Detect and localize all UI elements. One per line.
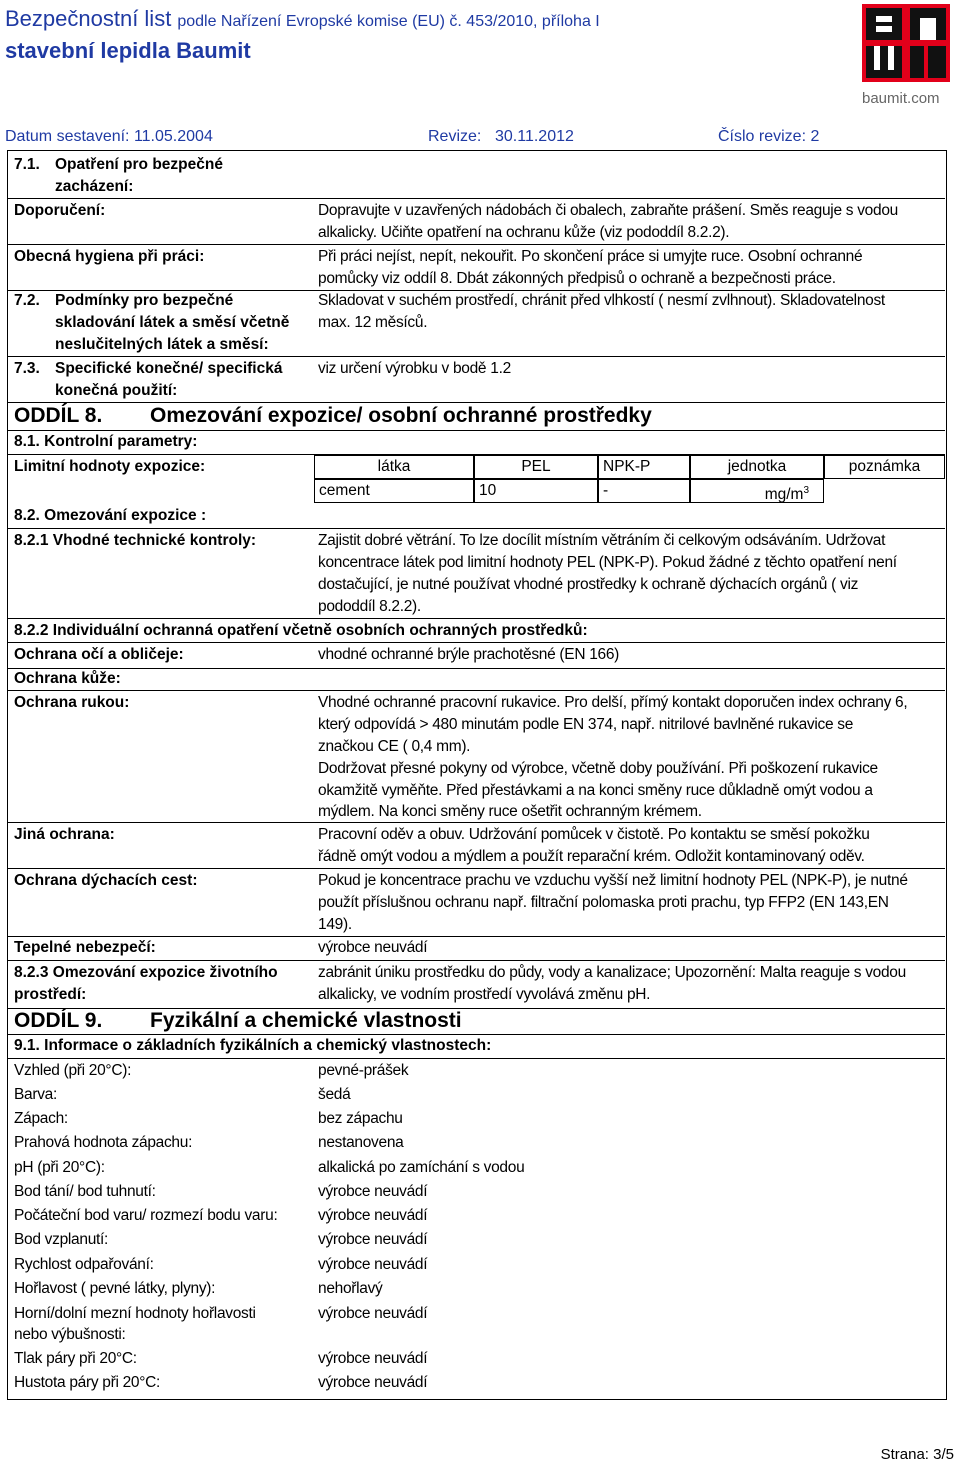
document-title: Bezpečnostní list podle Nařízení Evropské komise (EU) č. 453/2010, příloha I bbox=[5, 6, 600, 31]
table-header: jednotka bbox=[690, 455, 824, 479]
thermal-hazard-label: Tepelné nebezpečí: bbox=[14, 939, 156, 956]
section-9-1-title: 9.1. Informace o základních fyzikálních a chemický vlastnostech: bbox=[14, 1037, 492, 1054]
section-7-2-title: Podmínky pro bezpečné bbox=[55, 292, 234, 309]
row-divider bbox=[7, 356, 945, 357]
storage-line: Skladovat v suchém prostředí, chránit před vlhkostí ( nesmí zvlhnout). Skladovatelnost bbox=[318, 292, 885, 309]
property-label: Bod vzplanutí: bbox=[14, 1231, 109, 1248]
section-7-1-title-cont: zacházení: bbox=[55, 178, 134, 195]
technical-controls-line: dostačující, je nutné používat vhodné prostředky k ochraně dýchacích orgánů ( viz bbox=[318, 576, 859, 593]
product-name: stavební lepidla Baumit bbox=[5, 38, 251, 63]
document-subtitle: podle Nařízení Evropské komise (EU) č. 453/2010, příloha I bbox=[177, 13, 600, 30]
technical-controls-line: koncentrace látek pod limitní hodnoty PEL (NPK-P). Pokud žádné z těchto opatření není bbox=[318, 554, 897, 571]
hand-protection-line: značkou CE ( 0,4 mm). bbox=[318, 738, 471, 755]
environmental-exposure-label-cont: prostředí: bbox=[14, 986, 87, 1003]
section-8-1-title: 8.1. Kontrolní parametry: bbox=[14, 433, 198, 450]
property-value: výrobce neuvádí bbox=[318, 1183, 428, 1200]
row-divider bbox=[7, 1058, 945, 1059]
section-7-2-number: 7.2. bbox=[14, 292, 40, 309]
technical-controls-label: 8.2.1 Vhodné technické kontroly: bbox=[14, 532, 257, 549]
respiratory-protection-label: Ochrana dýchacích cest: bbox=[14, 872, 198, 889]
table-cell: cement bbox=[314, 479, 474, 503]
property-value: pevné-prášek bbox=[318, 1062, 409, 1079]
section-7-2-title-cont: neslučitelných látek a směsí: bbox=[55, 336, 269, 353]
property-value: šedá bbox=[318, 1086, 351, 1103]
section-8-number: ODDÍL 8. bbox=[14, 404, 103, 427]
skin-protection-label: Ochrana kůže: bbox=[14, 670, 121, 687]
storage-line: max. 12 měsíců. bbox=[318, 314, 428, 331]
hand-protection-line: Vhodné ochranné pracovní rukavice. Pro delší, přímý kontakt doporučen index ochrany 6, bbox=[318, 694, 908, 711]
recommendation-line: Dopravujte v uzavřených nádobách či obalech, zabraňte prášení. Směs reaguje s vodou bbox=[318, 202, 898, 219]
table-header: látka bbox=[314, 455, 474, 479]
section-9-heading: Fyzikální a chemické vlastnosti bbox=[150, 1009, 462, 1032]
revision-date: 30.11.2012 bbox=[495, 128, 574, 145]
row-divider bbox=[7, 198, 945, 199]
section-7-1-title: Opatření pro bezpečné bbox=[55, 156, 223, 173]
table-cell: $mg/m^3$ bbox=[690, 479, 824, 503]
property-label: Barva: bbox=[14, 1086, 57, 1103]
property-value: výrobce neuvádí bbox=[318, 1207, 428, 1224]
section-7-2-title-cont: skladování látek a směsí včetně bbox=[55, 314, 290, 331]
property-value: výrobce neuvádí bbox=[318, 1374, 428, 1391]
property-label: Tlak páry při 20°C: bbox=[14, 1350, 137, 1367]
hygiene-line: pomůcky viz oddíl 8. Dbát zákonných předpisů o ochraně a bezpečnosti práce. bbox=[318, 270, 836, 287]
property-label: Rychlost odpařování: bbox=[14, 1256, 154, 1273]
property-value: alkalická po zamíchání s vodou bbox=[318, 1159, 525, 1176]
exposure-limits-label: Limitní hodnoty expozice: bbox=[14, 458, 206, 475]
environmental-exposure-label: 8.2.3 Omezování expozice životního bbox=[14, 964, 278, 981]
property-value: výrobce neuvádí bbox=[318, 1256, 428, 1273]
table-header: poznámka bbox=[824, 455, 945, 479]
row-divider bbox=[7, 528, 945, 529]
hand-protection-line: okamžitě vyměňte. Před přestávkami a na konci směny ruce důkladně omýt vodou a bbox=[318, 782, 873, 799]
hand-protection-label: Ochrana rukou: bbox=[14, 694, 130, 711]
row-divider bbox=[7, 868, 945, 869]
environmental-exposure-line: zabránit úniku prostředku do půdy, vody a kanalizace; Upozornění: Malta reaguje s vodou bbox=[318, 964, 906, 981]
section-9-number: ODDÍL 9. bbox=[14, 1009, 103, 1032]
section-8-heading: Omezování expozice/ osobní ochranné prostředky bbox=[150, 404, 652, 427]
row-divider bbox=[7, 690, 945, 691]
environmental-exposure-line: alkalicky, ve vodním prostředí vyvolává změnu pH. bbox=[318, 986, 651, 1003]
row-divider bbox=[7, 668, 945, 669]
row-divider bbox=[7, 1008, 945, 1009]
property-label: Prahová hodnota zápachu: bbox=[14, 1134, 193, 1151]
row-divider bbox=[7, 244, 945, 245]
hand-protection-line: Dodržovat přesné pokyny od výrobce, včetně doby používání. Při poškození rukavice bbox=[318, 760, 878, 777]
section-7-3-title-cont: konečná použití: bbox=[55, 382, 178, 399]
recommendation-label: Doporučení: bbox=[14, 202, 106, 219]
property-value: nehořlavý bbox=[318, 1280, 383, 1297]
section-7-1-number: 7.1. bbox=[14, 156, 40, 173]
row-divider bbox=[7, 618, 945, 619]
technical-controls-line: Zajistit dobré větrání. To lze docílit místním větráním či celkovým odsáváním. Udržovat bbox=[318, 532, 886, 549]
respiratory-protection-line: Pokud je koncentrace prachu ve vzduchu vyšší než limitní hodnoty PEL (NPK-P), je nutné bbox=[318, 872, 908, 889]
table-header: NPK-P bbox=[598, 455, 690, 479]
property-label: Počáteční bod varu/ rozmezí bodu varu: bbox=[14, 1207, 278, 1224]
property-label: Hořlavost ( pevné látky, plyny): bbox=[14, 1280, 216, 1297]
compile-date: Datum sestavení: 11.05.2004 bbox=[5, 128, 213, 145]
table-header: PEL bbox=[474, 455, 598, 479]
property-label: Bod tání/ bod tuhnutí: bbox=[14, 1183, 156, 1200]
eye-protection-label: Ochrana očí a obličeje: bbox=[14, 646, 184, 663]
hygiene-line: Při práci nejíst, nepít, nekouřit. Po skončení práce si umyjte ruce. Osobní ochranné bbox=[318, 248, 863, 265]
technical-controls-line: pododdíl 8.2.2). bbox=[318, 598, 421, 615]
property-label: Hustota páry při 20°C: bbox=[14, 1374, 161, 1391]
respiratory-protection-line: 149). bbox=[318, 916, 352, 933]
row-divider bbox=[7, 960, 945, 961]
end-use-value: viz určení výrobku v bodě 1.2 bbox=[318, 360, 511, 377]
section-8-2-2-title: 8.2.2 Individuální ochranná opatření včetně osobních ochranných prostředků: bbox=[14, 622, 588, 639]
property-value: nestanovena bbox=[318, 1134, 404, 1151]
other-protection-label: Jiná ochrana: bbox=[14, 826, 115, 843]
thermal-hazard-value: výrobce neuvádí bbox=[318, 939, 428, 956]
row-divider bbox=[7, 402, 945, 403]
property-value: výrobce neuvádí bbox=[318, 1231, 428, 1248]
property-label: Horní/dolní mezní hodnoty hořlavosti bbox=[14, 1305, 256, 1322]
property-label: pH (při 20°C): bbox=[14, 1159, 105, 1176]
property-label: nebo výbušnosti: bbox=[14, 1326, 126, 1343]
baumit-logo bbox=[862, 4, 952, 107]
hand-protection-line: který odpovídá > 480 minutám podle EN 374, např. nitrilové bavlněné rukavice se bbox=[318, 716, 854, 733]
recommendation-line: alkalicky. Učiňte opatření na ochranu kůže (viz pododdíl 8.2.2). bbox=[318, 224, 730, 241]
property-value: bez zápachu bbox=[318, 1110, 403, 1127]
section-8-2-title: 8.2. Omezování expozice : bbox=[14, 507, 207, 524]
hand-protection-line: mýdlem. Na konci směny ruce ošetřit ochranným krémem. bbox=[318, 803, 702, 820]
table-cell: - bbox=[598, 479, 690, 503]
respiratory-protection-line: použít příslušnou ochranu např. filtrační polomaska proti prachu, typ FFP2 (EN 143,EN bbox=[318, 894, 889, 911]
section-7-3-number: 7.3. bbox=[14, 360, 40, 377]
hygiene-label: Obecná hygiena při práci: bbox=[14, 248, 205, 265]
table-cell: 10 bbox=[474, 479, 598, 503]
property-value: výrobce neuvádí bbox=[318, 1305, 428, 1322]
eye-protection-value: vhodné ochranné brýle prachotěsné (EN 166) bbox=[318, 646, 620, 663]
revision-label: Revize: bbox=[428, 128, 482, 145]
property-label: Vzhled (při 20°C): bbox=[14, 1062, 132, 1079]
other-protection-line: Pracovní oděv a obuv. Udržování pomůcek v čistotě. Po kontaktu se směsí pokožku bbox=[318, 826, 870, 843]
section-7-3-title: Specifické konečné/ specifická bbox=[55, 360, 283, 377]
revision-number: Číslo revize: 2 bbox=[718, 128, 820, 145]
logo-url: baumit.com bbox=[862, 90, 940, 107]
page-number: Strana: 3/5 bbox=[880, 1446, 954, 1463]
property-value: výrobce neuvádí bbox=[318, 1350, 428, 1367]
property-label: Zápach: bbox=[14, 1110, 68, 1127]
other-protection-line: řádně omýt vodou a mýdlem a použít reparační krém. Odložit kontaminovaný oděv. bbox=[318, 848, 865, 865]
row-divider bbox=[7, 642, 945, 643]
